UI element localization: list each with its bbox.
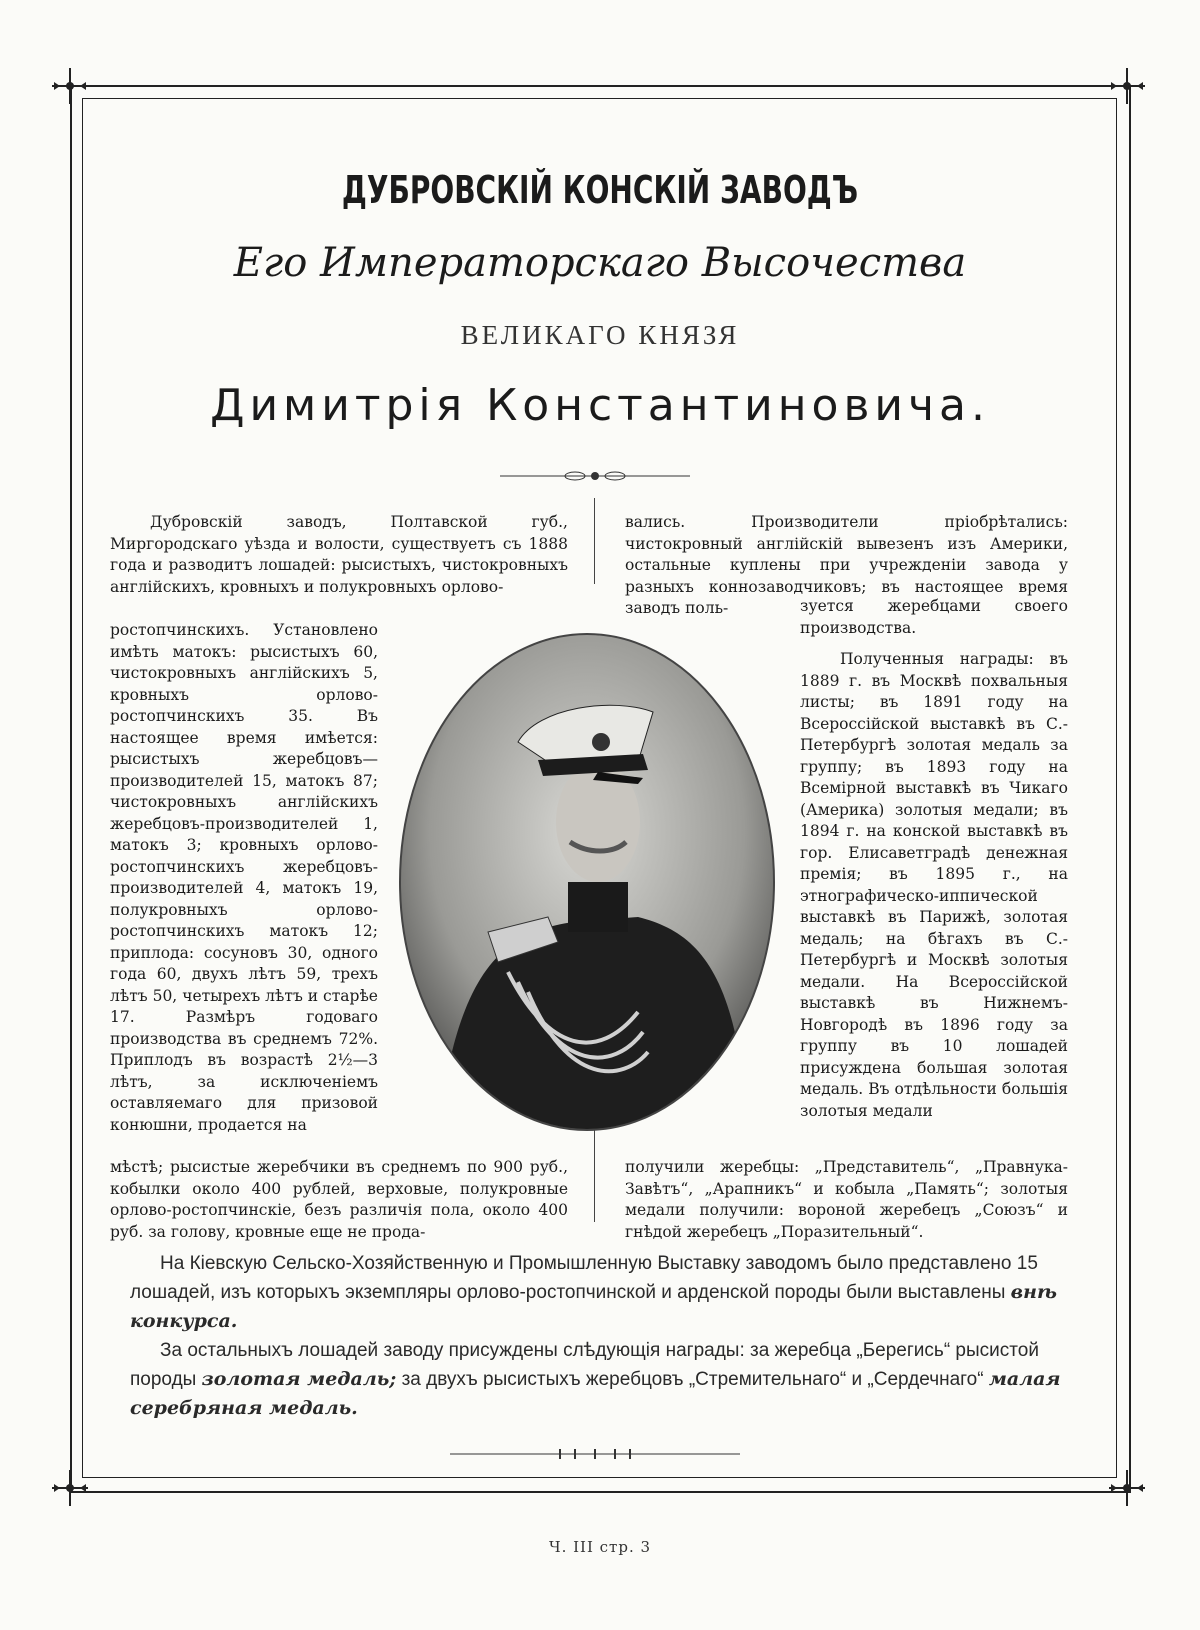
summary-paragraph-1: На Кіевскую Сельско-Хозяйственную и Промышленную Выставку заводомъ было представлено 15 лошадей, изъ которыхъ экземпляры орлово-ростопчинской и арденской породы были выставлены внѣ конкурса. <box>130 1253 1057 1332</box>
text-block-right-top: вались. Производители пріобрѣтались: чистокровный англійскій вывезенъ изъ Америки, остальные куплены при учрежденіи завода у разныхъ коннозаводчиковъ; въ настоящее время заводъ поль- <box>625 513 1068 617</box>
prince-name: Димитрія Константиновича. <box>210 380 990 431</box>
emphasis-text: малая серебряная медаль. <box>130 1368 1061 1419</box>
emphasis-text: внѣ конкурса. <box>130 1281 1057 1332</box>
column-divider <box>594 1124 595 1222</box>
corner-ornament-icon <box>50 1468 90 1508</box>
page-footer: Ч. III стр. 3 <box>548 1538 652 1556</box>
text-block-right-bottom: получили жеребцы: „Представитель“, „Правнука-Завѣтъ“, „Арапникъ“ и кобыла „Память“; золотыя медали получили: вороной жеребецъ „Союзъ“ и гнѣдой жеребецъ „Поразительный“. <box>625 1158 1068 1241</box>
text-block-left-narrow: ростопчинскихъ. Установлено имѣть матокъ: рысистыхъ 60, чистокровныхъ англійскихъ 5, кровныхъ орлово-ростопчинскихъ 35. Въ настоящее время имѣется: рысистыхъ жеребцовъ—производителей 15, матокъ 87; чистокровныхъ англійскихъ жеребцовъ-производителей 1, матокъ 3; кровныхъ орлово-ростопчинскихъ жеребцовъ-производителей 4, матокъ 19, полукровныхъ орлово-ростопчинскихъ матокъ 12; приплода: сосуновъ 30, одного года 60, двухъ лѣтъ 59, трехъ лѣтъ 50, четырехъ лѣтъ и старѣе 17. Размѣръ годоваго производства въ среднемъ 72%. Приплодъ въ возрастѣ 2½—3 лѣтъ, за исключеніемъ оставляемаго для призовой конюшни, продается на <box>110 621 378 1134</box>
corner-ornament-icon <box>1107 66 1147 106</box>
corner-ornament-icon <box>1107 1468 1147 1508</box>
rank-line: ВЕЛИКАГО КНЯЗЯ <box>460 320 740 350</box>
text-block-right-narrow: зуется жеребцами своего производства. Полученныя награды: въ 1889 г. въ Москвѣ похвальныя листы; въ 1891 году на Всероссійской выставкѣ въ С.-Петербургѣ золотая медаль за группу; въ 1893 году на Всемірной выставкѣ въ Чикаго (Америка) золотыя медали; въ 1894 г. на конской выставкѣ въ гор. Елисаветградѣ денежная премія; въ 1895 г., на этнографическо-иппической выставкѣ въ Парижѣ, золотая медаль; на бѣгахъ въ С.-Петербургѣ и Москвѣ золотыя медали. На Всероссійской выставкѣ въ Нижнемъ-Новгородѣ въ 1896 году за группу въ 10 лошадей присуждена большая золотая медаль. Въ отдѣльности большія золотыя медали <box>800 597 1068 1120</box>
corner-ornament-icon <box>50 66 90 106</box>
summary-paragraph-2: За остальныхъ лошадей заводу присуждены слѣдующія награды: за жеребца „Берегись“ рысистой породы золотая медаль; за двухъ рысистыхъ жеребцовъ „Стремительнаго“ и „Сердечнаго“ малая серебряная медаль. <box>130 1340 1061 1419</box>
text-block-left-top: Дубровскій заводъ, Полтавской губ., Миргородскаго уѣзда и волости, существуетъ съ 1888 года и разводитъ лошадей: рысистыхъ, чистокровныхъ англійскихъ, кровныхъ и полукровныхъ орлово- <box>110 513 568 596</box>
emphasis-text: золотая медаль; <box>201 1368 397 1390</box>
page-title: ДУБРОВСКІЙ КОНСКІЙ ЗАВОДЪ <box>341 168 859 212</box>
divider-ornament-icon <box>500 468 690 484</box>
column-divider <box>594 498 595 584</box>
portrait-photo <box>398 632 776 1132</box>
page-subtitle: Его Императорскаго Высочества <box>233 240 967 286</box>
divider-ornament-icon <box>450 1446 740 1462</box>
text-block-left-bottom: мѣстѣ; рысистые жеребчики въ среднемъ по 900 руб., кобылки около 400 рублей, верховые, полукровные орлово-ростопчинскіе, безъ различія пола, около 400 руб. за голову, кровные еще не прода- <box>110 1158 568 1241</box>
